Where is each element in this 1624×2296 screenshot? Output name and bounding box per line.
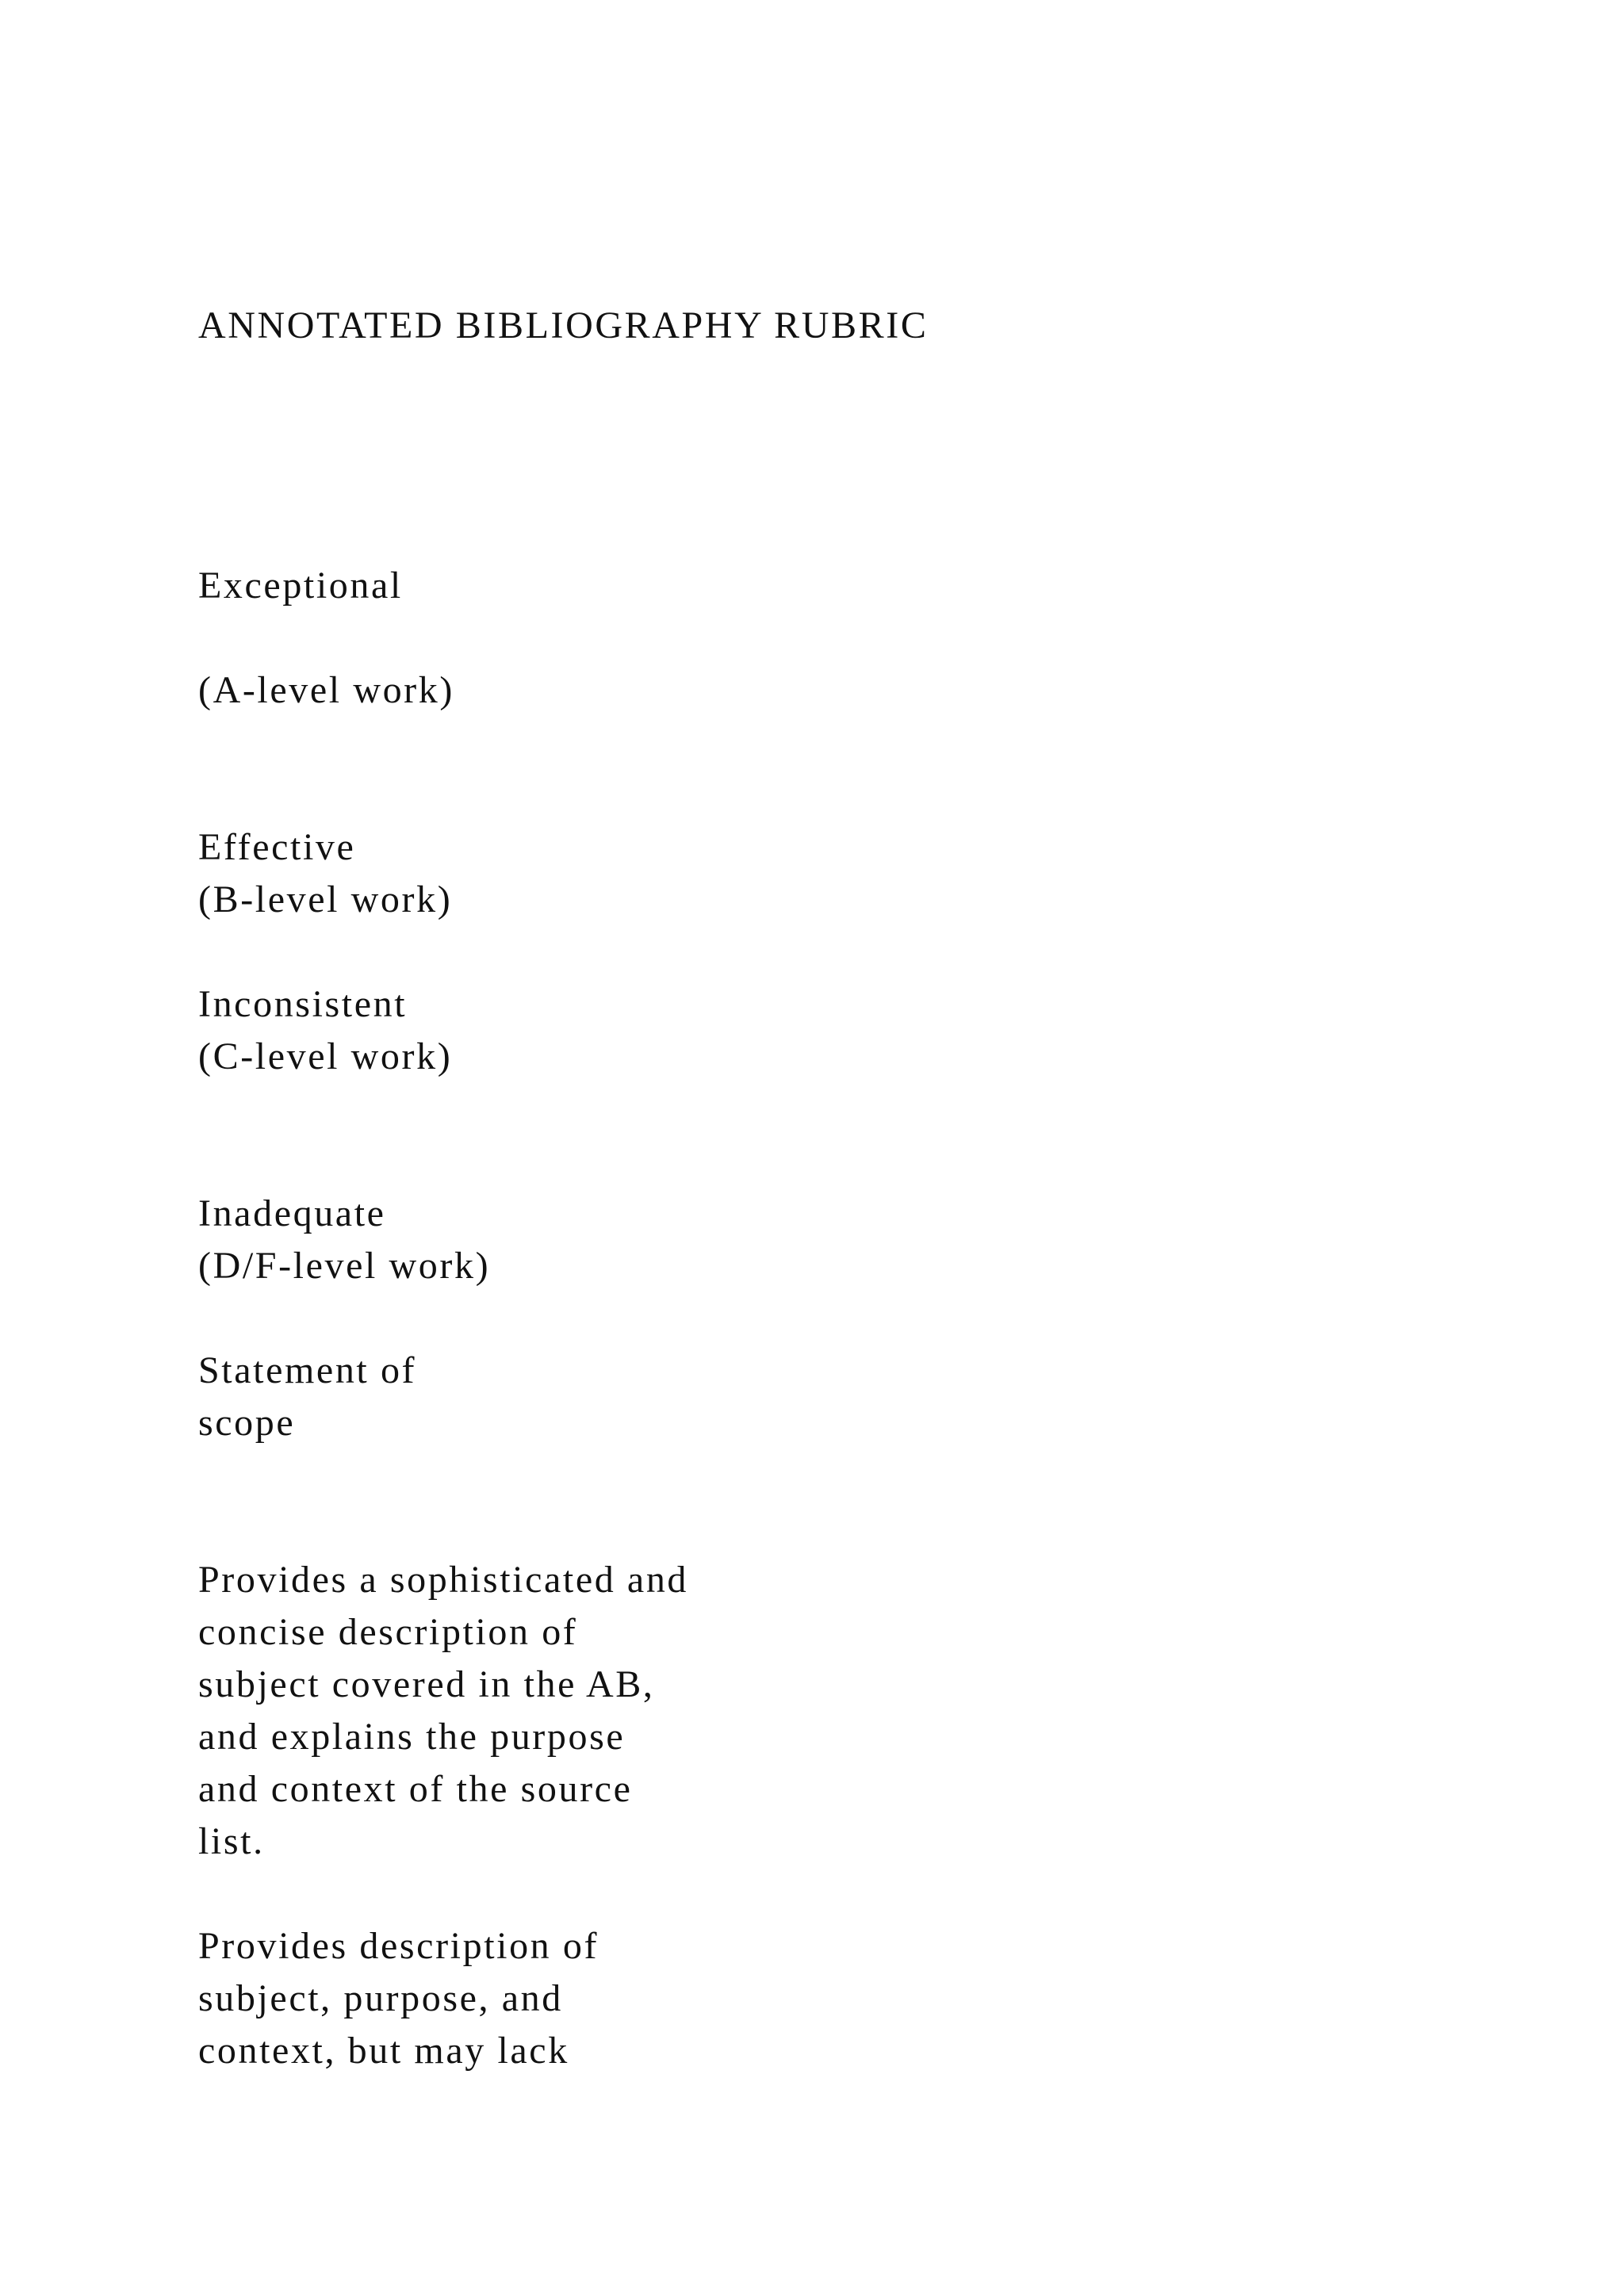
level-exceptional-grade: (A-level work) [198, 669, 454, 711]
level-exceptional-name: Exceptional [198, 564, 403, 607]
exceptional-description-line: and explains the purpose [198, 1716, 626, 1758]
level-effective-grade: (B-level work) [198, 878, 453, 920]
effective-description-line: subject, purpose, and [198, 1977, 563, 2019]
exceptional-description-line: list. [198, 1820, 265, 1862]
effective-description-line: Provides description of [198, 1925, 599, 1967]
exceptional-description-line: concise description of [198, 1611, 578, 1653]
criterion-label-line: scope [198, 1402, 296, 1444]
level-inconsistent-grade: (C-level work) [198, 1035, 453, 1077]
effective-description-line: context, but may lack [198, 2030, 569, 2072]
level-effective-name: Effective [198, 826, 356, 868]
document-title: ANNOTATED BIBLIOGRAPHY RUBRIC [198, 304, 929, 346]
criterion-label-line: Statement of [198, 1349, 417, 1391]
level-inadequate-name: Inadequate [198, 1192, 386, 1234]
exceptional-description-line: and context of the source [198, 1768, 633, 1810]
exceptional-description-line: Provides a sophisticated and [198, 1559, 689, 1601]
level-inadequate-grade: (D/F-level work) [198, 1245, 491, 1287]
level-inconsistent-name: Inconsistent [198, 983, 408, 1025]
exceptional-description-line: subject covered in the AB, [198, 1663, 655, 1705]
